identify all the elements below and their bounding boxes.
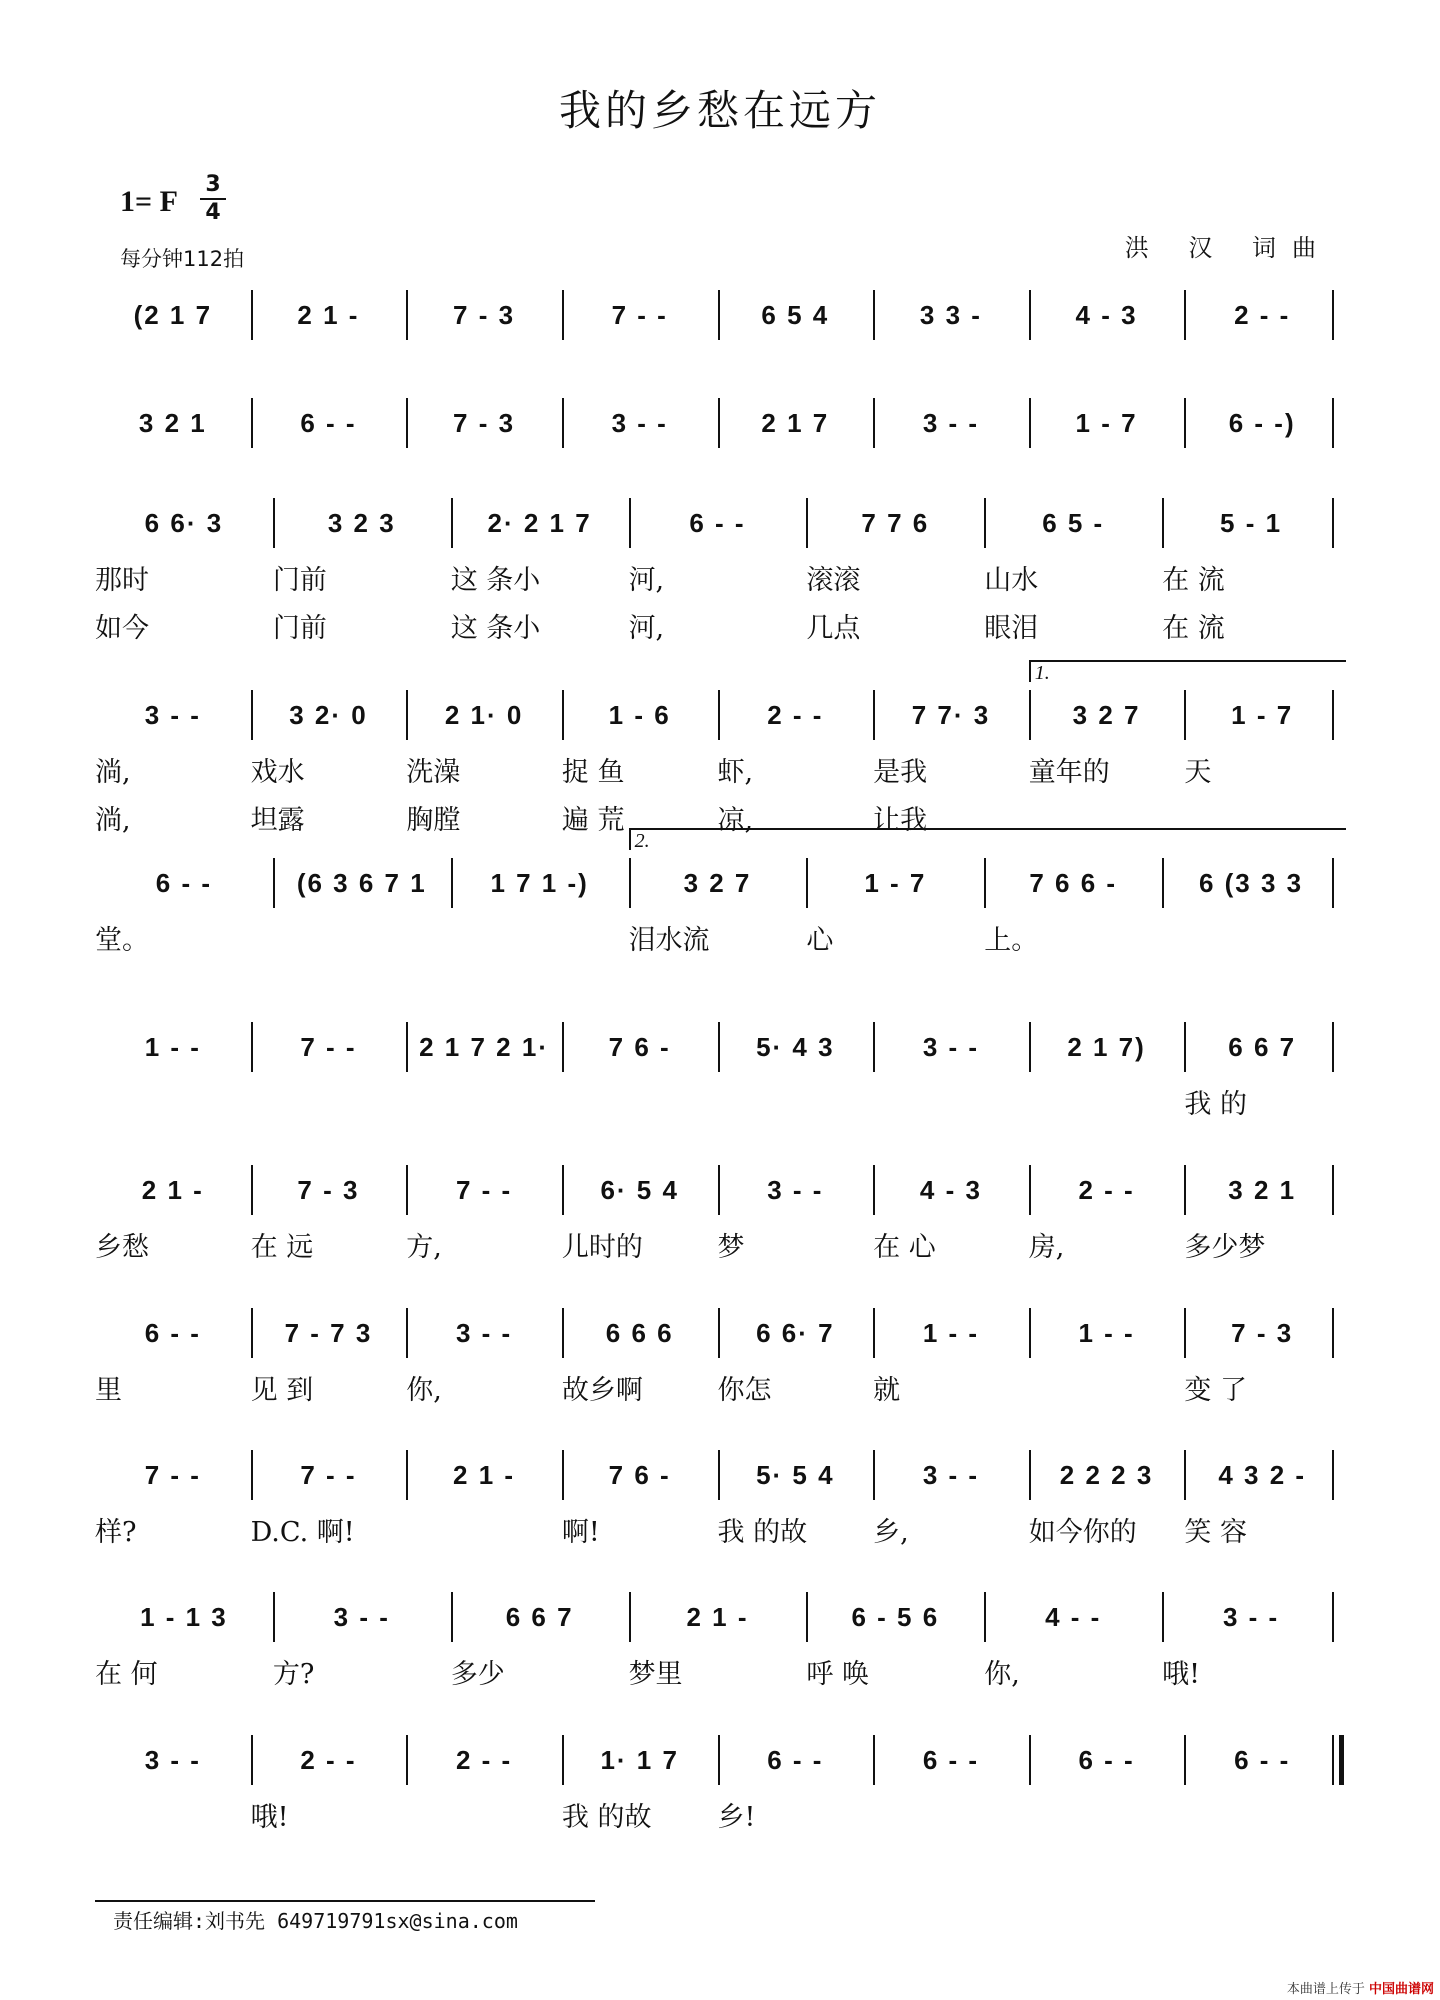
measure: 6 - -	[1078, 1744, 1135, 1775]
measure: 3 - -	[767, 1174, 824, 1205]
measure: (6 3 6 7 1	[296, 867, 427, 898]
measure: 2 1 -	[453, 1459, 516, 1490]
barline	[1184, 1022, 1186, 1072]
volta-bracket: 2.	[629, 828, 1346, 850]
measure: 6 6 7	[1228, 1031, 1297, 1062]
barline	[1332, 398, 1334, 448]
barline	[406, 290, 408, 340]
lyric-syllable: 让我	[873, 805, 928, 836]
measure: 6 - -	[922, 1744, 980, 1775]
measure: 6 - -)	[1228, 407, 1296, 438]
measure: 3 2 1	[138, 407, 207, 438]
barline	[562, 1735, 564, 1785]
measure: 1 - -	[144, 1031, 201, 1062]
lyric-syllable: 几点	[806, 613, 861, 644]
lyric-syllable: 在 流	[1162, 613, 1225, 644]
measure: 2 1 -	[141, 1174, 204, 1205]
measure: 5· 4 3	[756, 1031, 835, 1062]
measure: 4 - 3	[1075, 299, 1138, 330]
barline	[806, 498, 808, 548]
measure: 2 1 -	[686, 1601, 749, 1632]
lyric-syllable: 那时	[95, 565, 149, 596]
barline	[873, 690, 875, 740]
barline	[406, 398, 408, 448]
barline	[629, 1592, 631, 1642]
barline	[873, 1022, 875, 1072]
barline	[718, 1308, 720, 1358]
barline	[406, 690, 408, 740]
measure: 1 - 7	[864, 867, 927, 898]
lyric-syllable: 在 流	[1162, 565, 1225, 596]
barline	[451, 858, 453, 908]
measure: 2 1 7)	[1067, 1031, 1146, 1062]
barline	[562, 1308, 564, 1358]
measure: 3 - -	[611, 407, 668, 438]
measure: 3 2· 0	[289, 699, 368, 730]
barline	[562, 1450, 564, 1500]
barline	[251, 1165, 253, 1215]
lyric-syllable: 呼 唤	[806, 1659, 870, 1690]
measure: 6 6 7	[505, 1601, 574, 1632]
score-row	[95, 1450, 1340, 1560]
barline	[1029, 1165, 1031, 1215]
barline	[1332, 1592, 1334, 1642]
barline	[1184, 1165, 1186, 1215]
barline	[718, 1022, 720, 1072]
note-line	[95, 1450, 1340, 1500]
barline	[873, 398, 875, 448]
note-line	[95, 1592, 1340, 1642]
lyric-syllable: 多少	[450, 1659, 505, 1690]
footer-divider	[95, 1900, 595, 1902]
lyric-syllable: 乡愁	[95, 1232, 149, 1263]
barline	[1029, 1735, 1031, 1785]
score-row	[95, 1308, 1340, 1418]
measure: 4 3 2 -	[1218, 1459, 1307, 1490]
barline	[406, 1165, 408, 1215]
lyric-syllable: 梦里	[628, 1659, 683, 1690]
barline	[1332, 1450, 1334, 1500]
measure: 6 5 4	[761, 299, 830, 330]
lyric-syllable: 坦露	[250, 805, 305, 836]
note-line	[95, 398, 1340, 448]
measure: 3 2 1	[1228, 1174, 1297, 1205]
lyric-syllable: 哦!	[1162, 1659, 1200, 1690]
lyric-line	[95, 798, 1340, 836]
measure: 1 - 6	[608, 699, 671, 730]
measure: 6· 5 4	[600, 1174, 679, 1205]
note-line	[95, 1308, 1340, 1358]
measure: 7 - -	[300, 1459, 357, 1490]
measure: 6 6· 7	[756, 1317, 835, 1348]
lyric-syllable: 凉,	[717, 805, 754, 836]
measure: 6 - -	[155, 867, 213, 898]
measure: 6 (3 3 3	[1198, 867, 1304, 898]
barline	[406, 1450, 408, 1500]
lyric-syllable: 样?	[95, 1517, 137, 1548]
barline	[273, 498, 275, 548]
barline	[806, 1592, 808, 1642]
barline	[718, 290, 720, 340]
lyric-syllable: 泪水流	[628, 925, 710, 956]
barline	[984, 1592, 986, 1642]
measure: 7 6 -	[608, 1031, 671, 1062]
measure: 5 - 1	[1220, 507, 1283, 538]
lyric-syllable: 滚滚	[806, 565, 861, 596]
lyric-syllable: 是我	[873, 757, 928, 788]
measure: 1· 1 7	[600, 1744, 679, 1775]
lyric-syllable: 故乡啊	[561, 1375, 643, 1406]
measure: 2 - -	[455, 1744, 513, 1775]
note-line	[95, 498, 1340, 548]
lyric-line	[95, 918, 1340, 956]
barline	[451, 1592, 453, 1642]
lyric-line	[95, 1510, 1340, 1548]
volta-bracket: 1.	[1029, 660, 1346, 682]
note-line	[95, 1165, 1340, 1215]
page-title: 我的乡愁在远方	[558, 86, 881, 135]
barline	[1184, 1450, 1186, 1500]
barline	[562, 1165, 564, 1215]
measure: 5· 5 4	[756, 1459, 835, 1490]
lyric-syllable: 上。	[984, 925, 1039, 956]
measure: 6 - -	[689, 507, 746, 538]
measure: 2 - -	[767, 699, 824, 730]
barline	[1162, 498, 1164, 548]
lyric-syllable: 哦!	[250, 1802, 289, 1833]
lyric-syllable: 方,	[406, 1232, 442, 1263]
lyric-syllable: 河,	[628, 565, 665, 596]
lyric-syllable: 胸膛	[406, 805, 461, 836]
barline	[1184, 1735, 1186, 1785]
barline	[251, 1735, 253, 1785]
note-line	[95, 1735, 1340, 1785]
score-row	[95, 290, 1340, 400]
lyric-syllable: 变 了	[1184, 1375, 1247, 1406]
barline	[873, 1450, 875, 1500]
lyric-syllable: 房,	[1028, 1232, 1065, 1263]
score-row	[95, 1735, 1340, 1845]
lyric-syllable: 虾,	[717, 757, 754, 788]
barline	[451, 498, 453, 548]
lyric-syllable: 在 心	[873, 1232, 936, 1263]
barline	[629, 858, 631, 908]
measure: 1 - -	[1078, 1317, 1135, 1348]
lyric-syllable: 眼泪	[984, 613, 1039, 644]
measure: (2 1 7	[133, 299, 213, 330]
score-row	[95, 498, 1340, 644]
barline	[1029, 1308, 1031, 1358]
lyric-syllable: 这 条小	[450, 613, 541, 644]
barline	[1162, 1592, 1164, 1642]
measure: 3 - -	[1222, 1601, 1280, 1632]
measure: 7 - 3	[453, 299, 516, 330]
barline	[1184, 690, 1186, 740]
lyric-line	[95, 1368, 1340, 1406]
lyric-syllable: 河,	[628, 613, 665, 644]
measure: 7 6 -	[608, 1459, 671, 1490]
measure: 3 2 7	[683, 867, 752, 898]
time-signature-bottom: 4	[200, 198, 226, 226]
measure: 3 3 -	[919, 299, 982, 330]
measure: 3 - -	[144, 699, 201, 730]
measure: 2 - -	[1234, 299, 1291, 330]
measure: 6 5 -	[1042, 507, 1105, 538]
lyric-syllable: 如今	[95, 613, 149, 644]
lyric-syllable: 乡,	[873, 1517, 909, 1548]
barline	[1162, 858, 1164, 908]
note-line	[95, 1022, 1340, 1072]
measure: 3 2 7	[1072, 699, 1141, 730]
measure: 7 7· 3	[911, 699, 991, 730]
measure: 6 - -	[767, 1744, 824, 1775]
measure: 6 - -	[1234, 1744, 1291, 1775]
lyric-line	[95, 1795, 1340, 1833]
lyric-syllable: 洗澡	[406, 757, 461, 788]
barline	[984, 498, 986, 548]
lyric-line	[95, 1225, 1340, 1263]
barline	[718, 1735, 720, 1785]
score-row	[95, 1022, 1340, 1132]
author-credit: 洪 汉 词曲	[1124, 234, 1332, 262]
measure: 3 - -	[922, 1031, 980, 1062]
measure: 6 - 5 6	[851, 1601, 940, 1632]
barline	[1029, 398, 1031, 448]
measure: 3 - -	[922, 1459, 980, 1490]
barline	[562, 690, 564, 740]
measure: 4 - -	[1045, 1601, 1102, 1632]
note-line	[95, 690, 1340, 740]
barline	[629, 498, 631, 548]
barline	[1332, 858, 1334, 908]
barline	[562, 1022, 564, 1072]
upload-credit	[1287, 1978, 1434, 1997]
lyric-syllable: 捉 鱼	[561, 757, 625, 788]
barline	[406, 1735, 408, 1785]
time-signature-top: 3	[205, 172, 221, 197]
barline	[251, 1022, 253, 1072]
barline	[1332, 1165, 1334, 1215]
barline	[251, 1450, 253, 1500]
barline	[251, 1308, 253, 1358]
site-logo: 中国曲谱网	[1368, 1982, 1434, 1997]
measure: 2 1 -	[297, 299, 360, 330]
lyric-syllable: 方?	[272, 1659, 315, 1690]
lyric-syllable: 儿时的	[561, 1232, 643, 1263]
measure: 2 - -	[1078, 1174, 1135, 1205]
measure: 2 2 2 3	[1059, 1459, 1154, 1490]
lyric-syllable: 乡!	[717, 1802, 756, 1833]
measure: 7 - -	[144, 1459, 201, 1490]
lyric-syllable: 门前	[272, 565, 327, 596]
barline	[251, 290, 253, 340]
measure: 7 - -	[611, 299, 668, 330]
measure: 3 - -	[333, 1601, 390, 1632]
barline	[718, 1450, 720, 1500]
score-row	[95, 662, 1340, 836]
barline	[1029, 1450, 1031, 1500]
barline	[251, 690, 253, 740]
lyric-syllable: 在 远	[250, 1232, 314, 1263]
editor-line: 责任编辑:刘书先 649719791sx@sina.com	[113, 1909, 518, 1933]
measure: 6 6 6	[605, 1317, 674, 1348]
barline	[1029, 290, 1031, 340]
score-row	[95, 398, 1340, 508]
lyric-syllable: 门前	[272, 613, 327, 644]
measure: 7 - -	[455, 1174, 513, 1205]
barline	[1029, 1022, 1031, 1072]
measure: 3 2 3	[327, 507, 396, 538]
measure: 6 - -	[300, 407, 357, 438]
measure: 7 7 6	[861, 507, 930, 538]
lyric-syllable: 遍 荒	[561, 805, 625, 836]
barline	[873, 1735, 875, 1785]
barline	[273, 858, 275, 908]
upload-credit-text: 本曲谱上传于	[1286, 1982, 1365, 1997]
measure: 7 - 3	[453, 407, 516, 438]
barline	[873, 1308, 875, 1358]
lyric-syllable: 戏水	[250, 757, 305, 788]
lyric-syllable: 天	[1184, 757, 1212, 788]
measure: 1 - 7	[1231, 699, 1294, 730]
score-row	[95, 830, 1340, 968]
lyric-syllable: 就	[873, 1375, 901, 1406]
score-row	[95, 1165, 1340, 1275]
barline	[984, 858, 986, 908]
lyric-syllable: 你,	[984, 1659, 1020, 1690]
barline	[562, 290, 564, 340]
lyric-syllable: 如今你的	[1028, 1517, 1137, 1548]
measure: 1 - 1 3	[140, 1601, 228, 1632]
measure: 7 - -	[300, 1031, 357, 1062]
barline	[1029, 690, 1031, 740]
lyric-syllable: 见 到	[250, 1375, 314, 1406]
lyric-line	[95, 1652, 1340, 1690]
measure: 3 - -	[922, 407, 980, 438]
lyric-syllable: 多少梦	[1184, 1232, 1266, 1263]
measure: 2 1· 0	[444, 699, 524, 730]
note-line	[95, 858, 1340, 908]
lyric-line	[95, 1082, 1340, 1120]
lyric-syllable: 你怎	[717, 1375, 772, 1406]
barline	[273, 1592, 275, 1642]
barline	[1332, 1022, 1334, 1072]
lyric-syllable: 淌,	[95, 757, 131, 788]
lyric-syllable: D.C. 啊!	[250, 1517, 355, 1548]
lyric-line	[95, 558, 1340, 596]
barline	[806, 858, 808, 908]
key-signature: 1= F	[120, 185, 178, 218]
barline	[406, 1022, 408, 1072]
lyric-syllable: 你,	[406, 1375, 442, 1406]
note-line	[95, 290, 1340, 340]
measure: 1 7 1 -)	[490, 867, 589, 898]
barline	[1184, 1308, 1186, 1358]
lyric-line	[95, 750, 1340, 788]
lyric-syllable: 我 的故	[717, 1517, 808, 1548]
barline	[873, 1165, 875, 1215]
lyric-syllable: 这 条小	[450, 565, 541, 596]
measure: 7 - 7 3	[284, 1317, 373, 1348]
lyric-syllable: 啊!	[561, 1517, 600, 1548]
lyric-line	[95, 606, 1340, 644]
barline	[562, 398, 564, 448]
measure: 2 1 7	[761, 407, 830, 438]
measure: 6 - -	[144, 1317, 201, 1348]
barline	[1332, 498, 1334, 548]
lyric-syllable: 里	[95, 1375, 122, 1406]
barline	[406, 1308, 408, 1358]
measure: 3 - -	[144, 1744, 201, 1775]
barline	[1332, 290, 1334, 340]
lyric-syllable: 堂。	[95, 925, 149, 956]
measure: 7 6 6 -	[1029, 867, 1118, 898]
lyric-syllable: 山水	[984, 565, 1039, 596]
lyric-syllable: 淌,	[95, 805, 131, 836]
lyric-syllable: 心	[806, 925, 834, 956]
measure: 1 - 7	[1075, 407, 1138, 438]
measure: 6 6· 3	[144, 507, 224, 538]
barline	[873, 290, 875, 340]
barline	[251, 398, 253, 448]
barline	[718, 1165, 720, 1215]
lyric-syllable: 童年的	[1028, 757, 1110, 788]
measure: 2 1 7 2 1·	[419, 1031, 549, 1062]
barline	[718, 690, 720, 740]
measure: 2 - -	[300, 1744, 357, 1775]
barline	[1332, 1308, 1334, 1358]
barline	[1184, 290, 1186, 340]
tempo-marking: 每分钟112拍	[120, 247, 245, 271]
measure: 7 - 3	[1231, 1317, 1294, 1348]
measure: 7 - 3	[297, 1174, 360, 1205]
barline	[1184, 398, 1186, 448]
lyric-syllable: 笑 容	[1184, 1517, 1247, 1548]
lyric-syllable: 我 的故	[561, 1802, 652, 1833]
measure: 4 - 3	[919, 1174, 982, 1205]
lyric-syllable: 我 的	[1184, 1089, 1247, 1120]
measure: 1 - -	[922, 1317, 980, 1348]
score-row	[95, 1592, 1340, 1702]
measure: 2· 2 1 7	[487, 507, 592, 538]
time-signature	[200, 172, 226, 226]
lyric-syllable: 梦	[717, 1232, 745, 1263]
barline	[718, 398, 720, 448]
lyric-syllable: 在 何	[95, 1659, 158, 1690]
barline	[1332, 1735, 1344, 1785]
measure: 3 - -	[455, 1317, 513, 1348]
barline	[1332, 690, 1334, 740]
